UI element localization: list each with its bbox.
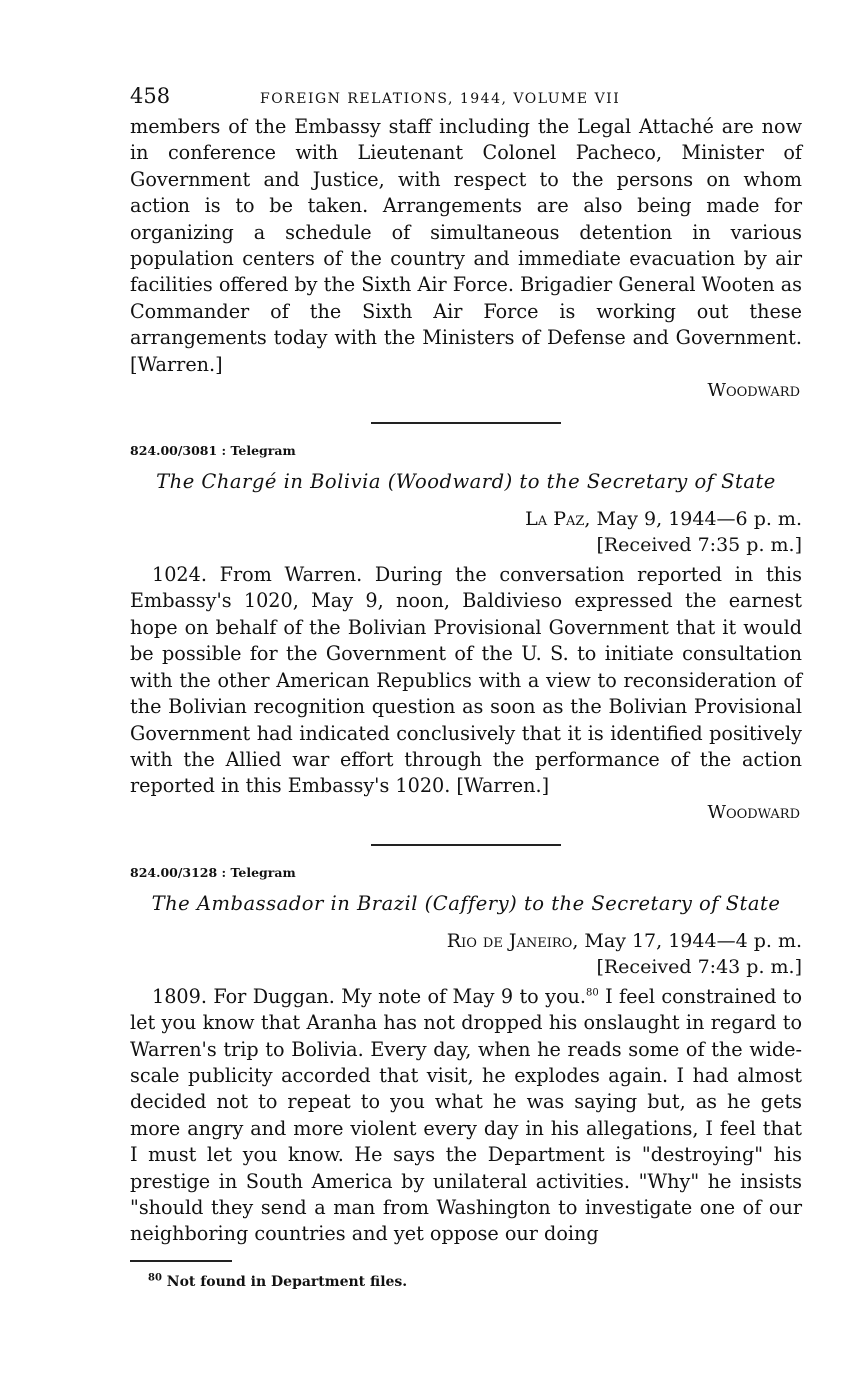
running-title: FOREIGN RELATIONS, 1944, VOLUME VII [260, 91, 621, 107]
footnote-divider [130, 1260, 232, 1262]
signature: Woodward [707, 380, 800, 402]
document-page [130, 84, 802, 1290]
file-reference: 824.00/3081 : Telegram [130, 443, 296, 459]
file-reference: 824.00/3128 : Telegram [130, 864, 296, 880]
telegram-body [130, 984, 802, 1248]
footnote [148, 1274, 802, 1290]
footnote-marker: 80 [148, 1272, 162, 1284]
signature: Woodward [707, 801, 800, 823]
dateline-date: , May 9, 1944—6 p. m. [584, 508, 802, 531]
footnote-text: Not found in Department files. [161, 1273, 408, 1290]
body-start: 1809. For Duggan. My note of May 9 to you. [152, 984, 586, 1008]
dateline-date: , May 17, 1944—4 p. m. [572, 929, 802, 952]
dateline [130, 506, 802, 532]
telegram-body: 1024. From Warren. During the conversation reported in this Embassy's 1020, May 9, noon, Baldivieso expressed the earnest hope on behalf of the Bolivian Provisional Government that it would be possible for the Government of the U. S. to initiate consultation with the other American Republics with a view to reconsideration of the Bolivian recognition question as soon as the Bolivian Provisional Government had indicated conclusively that it is identified positively with the Allied war effort through the performance of the action reported in this Embassy's 1020. [Warren.] [130, 563, 802, 798]
dateline-place: La Paz [525, 508, 585, 531]
document-title: The Chargé in Bolivia (Woodward) to the Secretary of State [156, 470, 776, 494]
page-number: 458 [130, 84, 171, 108]
section-divider [371, 422, 561, 424]
received-line: [Received 7:35 p. m.] [596, 534, 802, 557]
footnote-ref[interactable]: 80 [585, 987, 599, 999]
body-rest: I feel constrained to let you know that Aranha has not dropped his onslaught in regard to Warren's trip to Bolivia. Every day, when he reads some of the wide-scale publicity accorded that visit, he explodes again. I had almost decided not to repeat to you what he was saying but, as he gets more angry and more violent every day in his allegations, I feel that I must let you know. He says the Department is "destroying" his prestige in South America by unilateral activities. "Why" he insists "should they send a man from Washington to investigate one of our neighboring countries and yet oppose our doing [130, 984, 802, 1246]
document-title: The Ambassador in Brazil (Caffery) to the Secretary of State [151, 891, 781, 915]
dateline [130, 928, 802, 954]
page-header [130, 84, 802, 114]
received-line: [Received 7:43 p. m.] [596, 955, 802, 978]
dateline-place: Rio de Janeiro [446, 929, 573, 952]
continuation-paragraph: members of the Embassy staff including the Legal Attaché are now in conference with Lieutenant Colonel Pacheco, Minister of Government and Justice, with respect to the persons on whom action is to be taken. Arrangements are also being made for organizing a schedule of simultaneous detention in various population centers of the country and immediate evacuation by air facilities offered by the Sixth Air Force. Brigadier General Wooten as Commander of the Sixth Air Force is working out these arrangements today with the Ministers of Defense and Government. [Warren.] [130, 115, 802, 376]
section-divider [371, 844, 561, 846]
